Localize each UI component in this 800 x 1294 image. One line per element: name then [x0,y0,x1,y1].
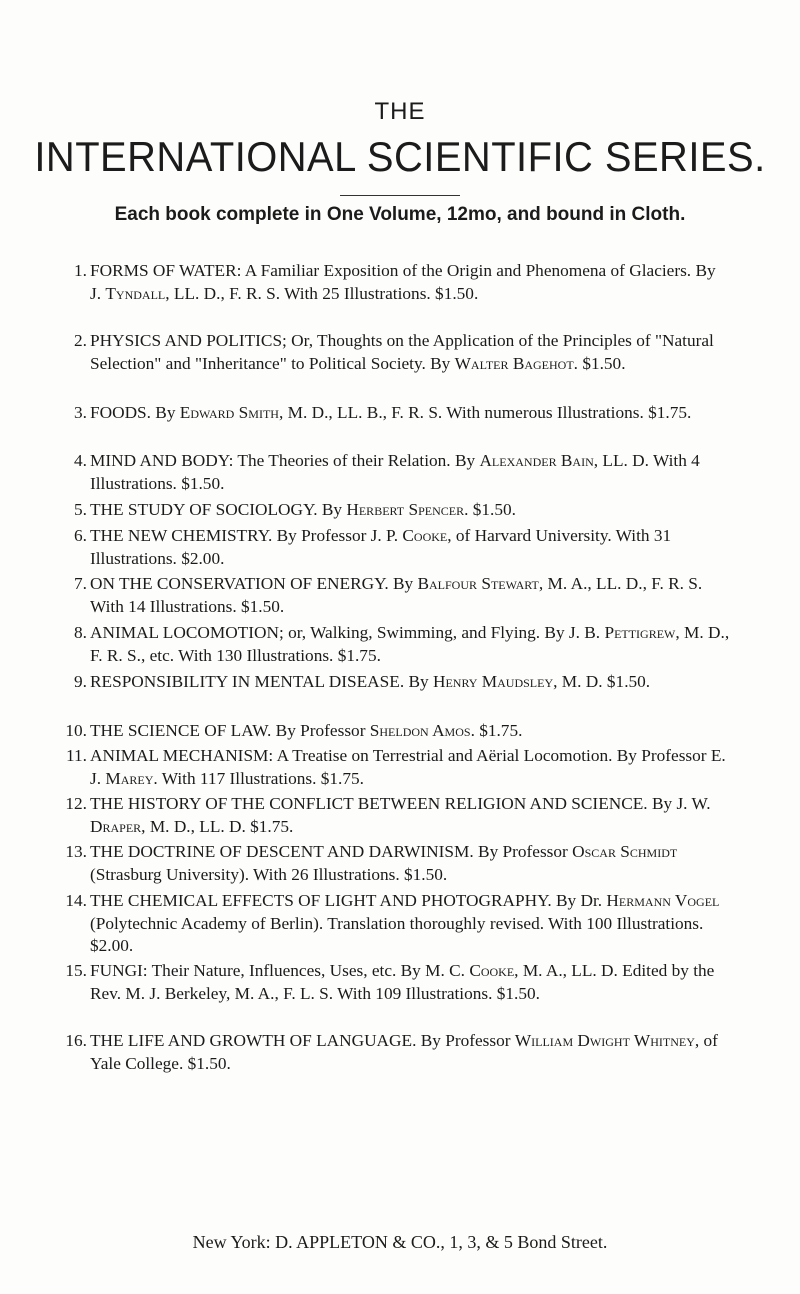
entry-number: 15. [65,961,87,980]
book-entry [74,622,730,667]
book-title: ANIMAL MECHANISM: [90,746,274,765]
book-details: . With 117 Illustrations. $1.75. [153,768,364,788]
book-description: Their Nature, Influences, Uses, etc. By M. C. [147,961,470,980]
book-description: By [404,672,433,691]
book-details: (Polytechnic Academy of Berlin). Translation thoroughly revised. With 100 Illustrations. $2.00. [90,913,704,955]
book-title: ON THE CONSERVATION OF ENERGY. [90,574,389,593]
book-entry [74,499,730,522]
book-details: . $1.50. [464,500,516,519]
book-author: Walter Bagehot [454,353,574,373]
book-entry [74,671,730,694]
book-entry [74,573,730,618]
entry-number: 14. [65,891,87,910]
book-author: Tyndall [105,283,166,303]
book-description: A Treatise on Terrestrial and Aërial Locomotion. By Professor E. J. [90,746,726,788]
book-title: ANIMAL LOCOMOTION; [90,623,284,642]
book-author: Herbert Spencer [346,500,465,519]
book-description: The Theories of their Relation. By [233,451,480,470]
book-details: , M. D., F. R. S., etc. With 130 Illustrations. $1.75. [90,623,730,665]
book-entry [65,793,730,838]
entry-number: 4. [74,451,87,470]
book-description: By Professor J. P. [272,526,403,545]
book-author: Cooke [402,526,448,545]
book-entry [74,525,730,570]
entry-number: 3. [74,403,87,422]
entry-number: 11. [66,746,87,765]
book-details: , of Yale College. $1.50. [90,1031,718,1073]
book-entry [74,450,730,495]
book-details: , M. D., LL. D. $1.75. [141,816,294,836]
book-title: FOODS. [90,403,151,422]
book-description: A Familiar Exposition of the Origin and Phenomena of Glaciers. By J. [90,261,716,303]
book-title: THE LIFE AND GROWTH OF LANGUAGE. [90,1031,417,1050]
book-title: PHYSICS AND POLITICS; [90,331,287,350]
book-author: Draper [90,816,142,836]
book-author: Alexander Bain [479,451,594,470]
book-title: THE CHEMICAL EFFECTS OF LIGHT AND PHOTOGRAPHY. [90,891,552,910]
entry-number: 2. [74,331,87,350]
entry-number: 9. [74,672,87,691]
book-description: or, Walking, Swimming, and Flying. By J. B. [283,623,605,642]
book-description: By Professor [271,721,370,740]
book-title: THE SCIENCE OF LAW. [90,721,272,740]
book-details: , M. D., LL. B., F. R. S. With numerous Illustrations. $1.75. [278,403,692,422]
book-details: . $1.75. [470,721,523,740]
divider-rule [340,195,460,196]
book-author: Edward Smith [179,403,279,422]
entry-number: 7. [74,574,87,593]
book-details: (Strasburg University). With 26 Illustrations. $1.50. [90,864,448,884]
entry-number: 8. [74,623,87,642]
book-entry [65,960,730,1005]
book-author: Balfour Stewart [417,574,539,593]
book-author: Henry Maudsley [432,672,554,691]
book-title: THE NEW CHEMISTRY. [90,526,273,545]
book-description: By J. W. [647,794,711,813]
book-title: FUNGI: [90,961,148,980]
book-author: Oscar Schmidt [572,842,678,861]
entry-number: 13. [65,842,87,861]
book-title: THE STUDY OF SOCIOLOGY. [90,500,318,519]
book-title: THE DOCTRINE OF DESCENT AND DARWINISM. [90,842,474,861]
book-details: , LL. D. With 4 Illustrations. $1.50. [90,451,700,493]
book-author: Hermann Vogel [606,891,720,910]
publisher-imprint: New York: D. APPLETON & CO., 1, 3, & 5 Bond Street. [192,1232,608,1252]
entry-number: 6. [74,526,87,545]
book-description: By [388,574,418,593]
book-entry [65,1030,730,1075]
entry-number: 12. [65,794,87,813]
book-entry [65,890,730,958]
book-details: , M. A., LL. D., F. R. S. With 14 Illustrations. $1.50. [90,574,703,616]
series-subtitle: Each book complete in One Volume, 12mo, and bound in Cloth. [114,204,686,225]
book-author: Marey [105,768,154,788]
entry-number: 10. [65,721,87,740]
book-author: Cooke [469,961,515,980]
book-description: By Professor [416,1031,515,1050]
entry-number: 5. [74,500,87,519]
book-entry [74,260,730,305]
book-entry [65,841,730,886]
book-description: By Dr. [551,891,607,910]
book-author: Pettigrew [604,623,676,642]
book-entry [66,745,730,790]
book-title: RESPONSIBILITY IN MENTAL DISEASE. [90,672,405,691]
book-title: MIND AND BODY: [90,451,234,470]
book-details: , of Harvard University. With 31 Illustrations. $2.00. [90,526,672,568]
book-author: Sheldon Amos [369,721,471,740]
book-details: . $1.50. [573,353,626,373]
book-description: By Professor [473,842,573,861]
book-description: Or, Thoughts on the Application of the Principles of "Natural Selection" and "Inheritance" to Political Society. By [90,331,714,373]
book-title: THE HISTORY OF THE CONFLICT BETWEEN RELIGION AND SCIENCE. [90,794,648,813]
book-title: FORMS OF WATER: [90,261,242,280]
book-author: William Dwight Whitney [514,1031,695,1050]
book-details: , M. D. $1.50. [553,672,651,691]
entry-number: 1. [74,261,87,280]
book-description: By [317,500,347,519]
entry-number: 16. [65,1031,87,1050]
header-the: THE [374,98,426,125]
book-entry [74,330,730,375]
book-entry [65,720,730,743]
book-details: , M. A., LL. D. Edited by the Rev. M. J. Berkeley, M. A., F. L. S. With 109 Illustrations. $1.50. [90,961,715,1003]
book-details: , LL. D., F. R. S. With 25 Illustrations. $1.50. [165,283,479,303]
book-entry [74,402,730,425]
book-description: By [150,403,180,422]
series-title: INTERNATIONAL SCIENTIFIC SERIES. [34,133,766,180]
